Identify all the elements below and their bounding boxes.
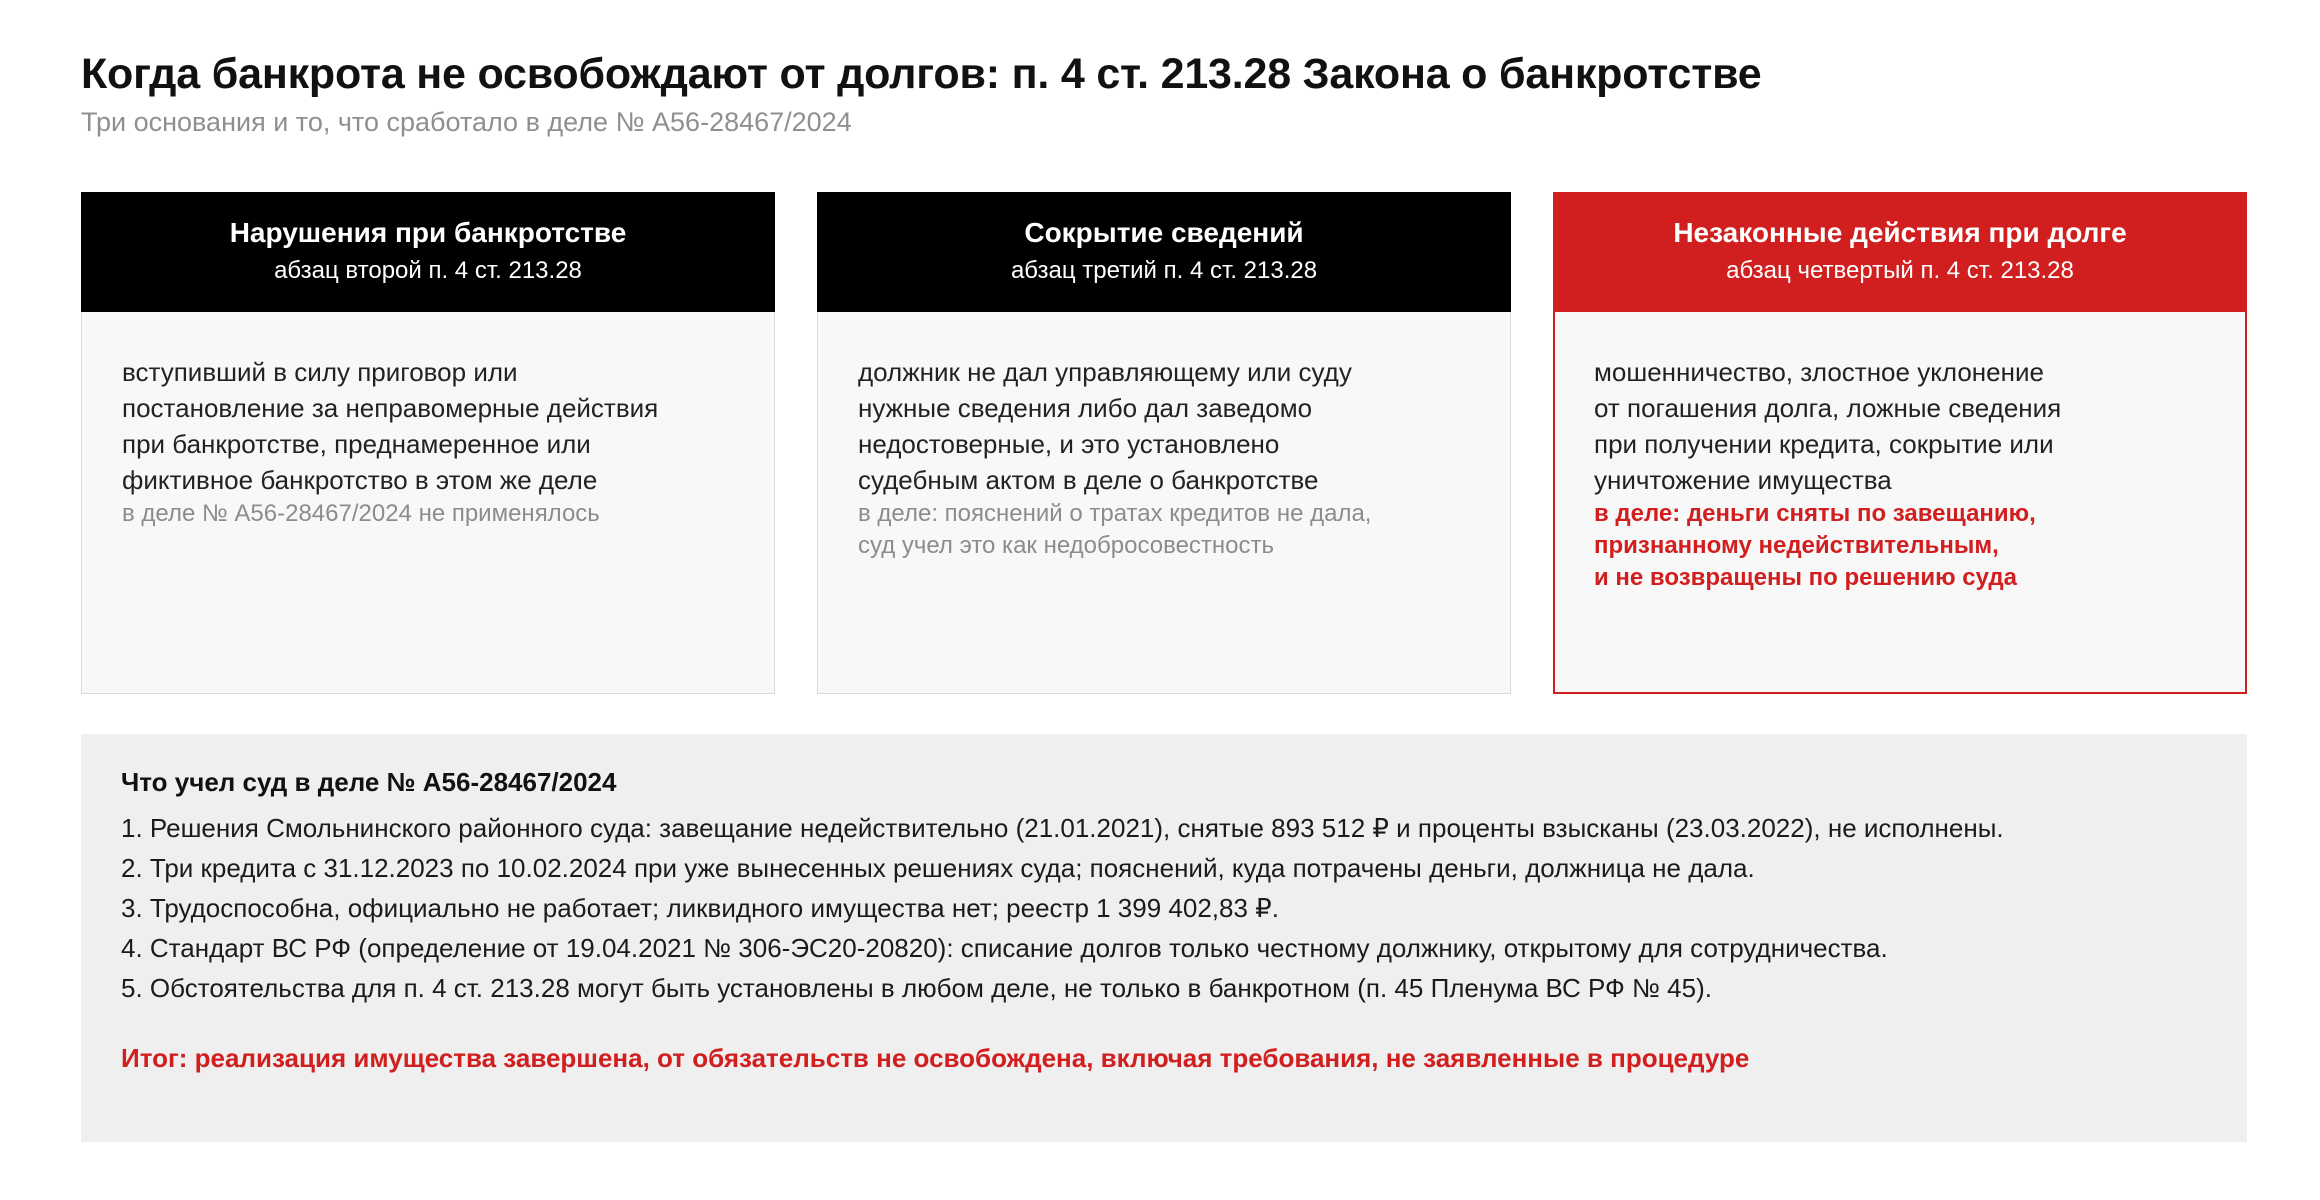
card-description-line: уничтожение имущества	[1594, 465, 1892, 495]
court-findings-title: Что учел суд в деле № А56-28467/2024	[121, 767, 617, 797]
card-description-line: от погашения долга, ложные сведения	[1594, 393, 2062, 423]
card-case-note	[858, 498, 1371, 562]
grounds-cards	[81, 192, 2247, 694]
court-finding-item: 3. Трудоспособна, официально не работает; ликвидного имущества нет; реестр 1 399 402,83 ₽.	[121, 893, 1279, 923]
card-title: Незаконные действия при долге	[1673, 217, 2127, 248]
card-description-line: при банкротстве, преднамеренное или	[122, 429, 591, 459]
card-description-line: фиктивное банкротство в этом же деле	[122, 465, 598, 495]
card-body	[1553, 312, 2247, 694]
card-description-line: при получении кредита, сокрытие или	[1594, 429, 2054, 459]
card-case-note	[1594, 498, 2036, 594]
card-header	[81, 192, 775, 312]
card-header	[1553, 192, 2247, 312]
card-description-line: нужные сведения либо дал заведомо	[858, 393, 1313, 423]
card-subtitle: абзац третий п. 4 ст. 213.28	[1010, 257, 1318, 284]
card-title: Сокрытие сведений	[1024, 217, 1304, 248]
card-note-line: в деле: пояснений о тратах кредитов не дала,	[858, 500, 1372, 527]
card-header	[817, 192, 1511, 312]
card-note-line: и не возвращены по решению суда	[1594, 564, 2017, 591]
card-bankruptcy-violations	[81, 192, 775, 694]
card-description-line: вступивший в силу приговор или	[122, 357, 518, 387]
card-description	[858, 354, 1470, 498]
card-body	[81, 312, 775, 694]
court-finding-item: 4. Стандарт ВС РФ (определение от 19.04.2021 № 306-ЭС20-20820): списание долгов только честному должнику, открытому для сотрудничества.	[121, 933, 1888, 963]
card-description-line: недостоверные, и это установлено	[858, 429, 1280, 459]
court-finding-item: 5. Обстоятельства для п. 4 ст. 213.28 могут быть установлены в любом деле, не только в банкротном (п. 45 Пленума ВС РФ № 45).	[121, 973, 1712, 1003]
card-subtitle: абзац четвертый п. 4 ст. 213.28	[1726, 257, 2074, 284]
card-description-line: должник не дал управляющему или суду	[858, 357, 1352, 387]
court-result: Итог: реализация имущества завершена, от обязательств не освобождена, включая требования, не заявленные в процедуре	[121, 1043, 1750, 1073]
court-finding-item: 1. Решения Смольнинского районного суда: завещание недействительно (21.01.2021), снятые 893 512 ₽ и проценты взысканы (23.03.2022), не исполнены.	[121, 813, 2004, 843]
card-description	[122, 354, 734, 498]
card-title: Нарушения при банкротстве	[229, 217, 627, 248]
card-note-line: в деле: деньги сняты по завещанию,	[1594, 500, 2036, 527]
card-description	[1594, 354, 2205, 498]
card-illegal-actions	[1553, 192, 2247, 694]
card-concealment	[817, 192, 1511, 694]
page-title: Когда банкрота не освобождают от долгов: п. 4 ст. 213.28 Закона о банкротстве	[81, 50, 1762, 98]
card-description-line: судебным актом в деле о банкротстве	[858, 465, 1319, 495]
card-note-line: признанному недействительным,	[1594, 532, 1999, 559]
court-findings-panel	[81, 734, 2247, 1142]
court-finding-item: 2. Три кредита с 31.12.2023 по 10.02.2024 при уже вынесенных решениях суда; пояснений, куда потрачены деньги, должница не дала.	[121, 853, 1755, 883]
card-case-note	[122, 498, 600, 530]
page-subtitle: Три основания и то, что сработало в деле № А56-28467/2024	[81, 107, 852, 137]
card-subtitle: абзац второй п. 4 ст. 213.28	[274, 257, 582, 284]
card-note-line: суд учел это как недобросовестность	[858, 532, 1275, 559]
card-description-line: мошенничество, злостное уклонение	[1594, 357, 2044, 387]
card-note-line: в деле № А56-28467/2024 не применялось	[122, 500, 600, 527]
card-description-line: постановление за неправомерные действия	[122, 393, 659, 423]
card-body	[817, 312, 1511, 694]
